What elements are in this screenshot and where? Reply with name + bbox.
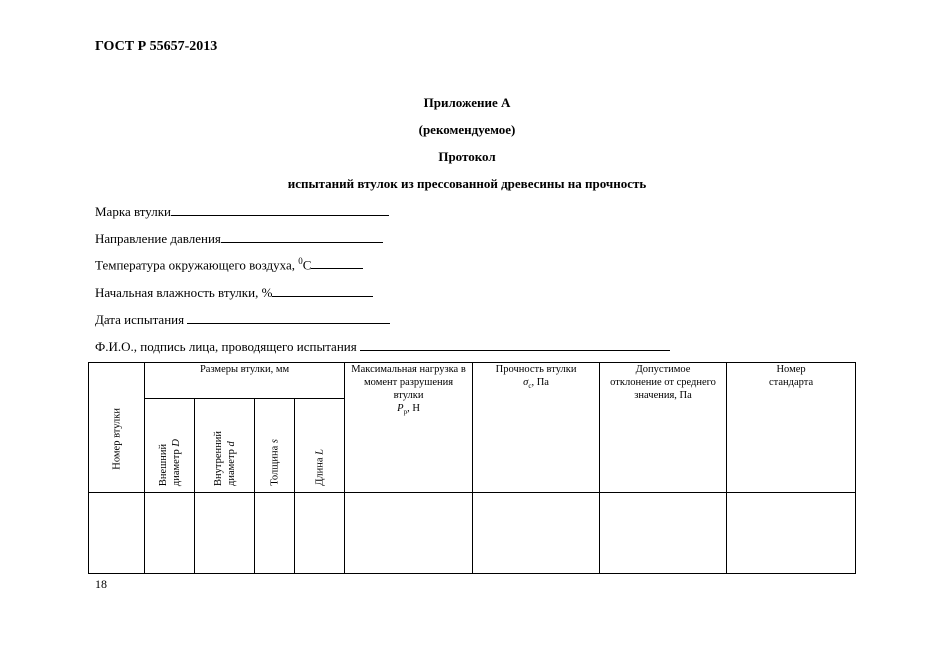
header-label-text: Прочность втулки — [495, 364, 577, 375]
strength-symbol: σ — [523, 377, 529, 389]
header-inner-diameter — [195, 399, 255, 493]
table-cell[interactable] — [600, 493, 727, 574]
header-label: Номер втулки — [110, 408, 122, 470]
load-symbol: P — [397, 403, 404, 415]
fill-line[interactable] — [360, 338, 670, 351]
table-cell[interactable] — [473, 493, 600, 574]
header-label: Размеры втулки, мм — [199, 364, 290, 375]
header-length — [295, 399, 345, 493]
table-cell[interactable] — [195, 493, 255, 574]
header-max-load — [345, 363, 473, 493]
header-label-text: Толщина — [268, 443, 280, 486]
field-label: Температура окружающего воздуха, — [95, 257, 299, 273]
table-header-row — [89, 363, 856, 399]
field-tester-signature — [95, 338, 670, 355]
header-outer-diameter — [145, 399, 195, 493]
field-label-unit: С — [302, 257, 312, 273]
header-label — [268, 439, 281, 486]
header-label-text: Максимальная нагрузка в момент разрушения втулки — [351, 364, 466, 402]
inner-diameter-symbol: d — [225, 441, 237, 447]
field-pressure-direction — [95, 230, 383, 247]
fill-line[interactable] — [221, 230, 383, 243]
strength-subscript: с — [528, 382, 532, 391]
header-bushing-number — [89, 363, 145, 493]
header-standard-number — [727, 363, 856, 493]
field-label: Начальная влажность втулки, % — [95, 285, 273, 300]
table-cell[interactable] — [89, 493, 145, 574]
header-label-line2: диаметр — [170, 446, 182, 486]
degree-superscript: 0 — [298, 256, 303, 266]
document-header: ГОСТ Р 55657-2013 — [95, 39, 218, 54]
protocol-table — [88, 362, 856, 574]
field-label: Ф.И.О., подпись лица, проводящего испытания — [95, 339, 360, 354]
load-subscript: р — [403, 408, 408, 417]
field-label: Дата испытания — [95, 312, 188, 327]
field-label: Марка втулки — [95, 204, 171, 219]
header-label-line1: Внутренний — [212, 431, 224, 486]
load-unit: , Н — [407, 403, 420, 415]
page-number: 18 — [95, 577, 107, 591]
protocol-title: Протокол — [438, 149, 496, 164]
field-ambient-temperature — [95, 256, 363, 273]
table-cell[interactable] — [145, 493, 195, 574]
table-cell[interactable] — [295, 493, 345, 574]
header-label — [473, 363, 599, 391]
header-thickness — [255, 399, 295, 493]
table-row — [89, 493, 856, 574]
header-label-line1: Внешний — [157, 443, 169, 486]
header-label: Номер стандарта — [768, 364, 814, 389]
header-strength — [473, 363, 600, 493]
strength-unit: , Па — [531, 377, 549, 389]
header-dimensions-group — [145, 363, 345, 399]
thickness-symbol: s — [268, 439, 280, 444]
fill-line[interactable] — [272, 284, 373, 297]
table-cell[interactable] — [255, 493, 295, 574]
header-label-text: Длина — [313, 455, 325, 486]
fill-line[interactable] — [171, 203, 389, 216]
appendix-title: Приложение А — [423, 95, 511, 110]
table-cell[interactable] — [727, 493, 856, 574]
header-label — [313, 449, 326, 486]
field-label: Направление давления — [95, 231, 221, 246]
appendix-note: (рекомендуемое) — [418, 122, 516, 137]
header-label-line2: диаметр — [225, 446, 237, 486]
fill-line[interactable] — [187, 311, 390, 324]
header-deviation — [600, 363, 727, 493]
fill-line[interactable] — [311, 256, 363, 269]
length-symbol: L — [313, 449, 325, 456]
protocol-subtitle: испытаний втулок из прессованной древесины на прочность — [287, 176, 647, 191]
header-label — [345, 363, 472, 417]
field-bushing-grade — [95, 203, 389, 220]
header-label: Допустимое отклонение от среднего значения, Па — [610, 364, 716, 402]
field-initial-moisture — [95, 284, 373, 301]
table-cell[interactable] — [345, 493, 473, 574]
header-label — [156, 439, 182, 486]
field-test-date — [95, 311, 390, 328]
header-label — [211, 431, 237, 486]
outer-diameter-symbol: D — [170, 438, 182, 447]
